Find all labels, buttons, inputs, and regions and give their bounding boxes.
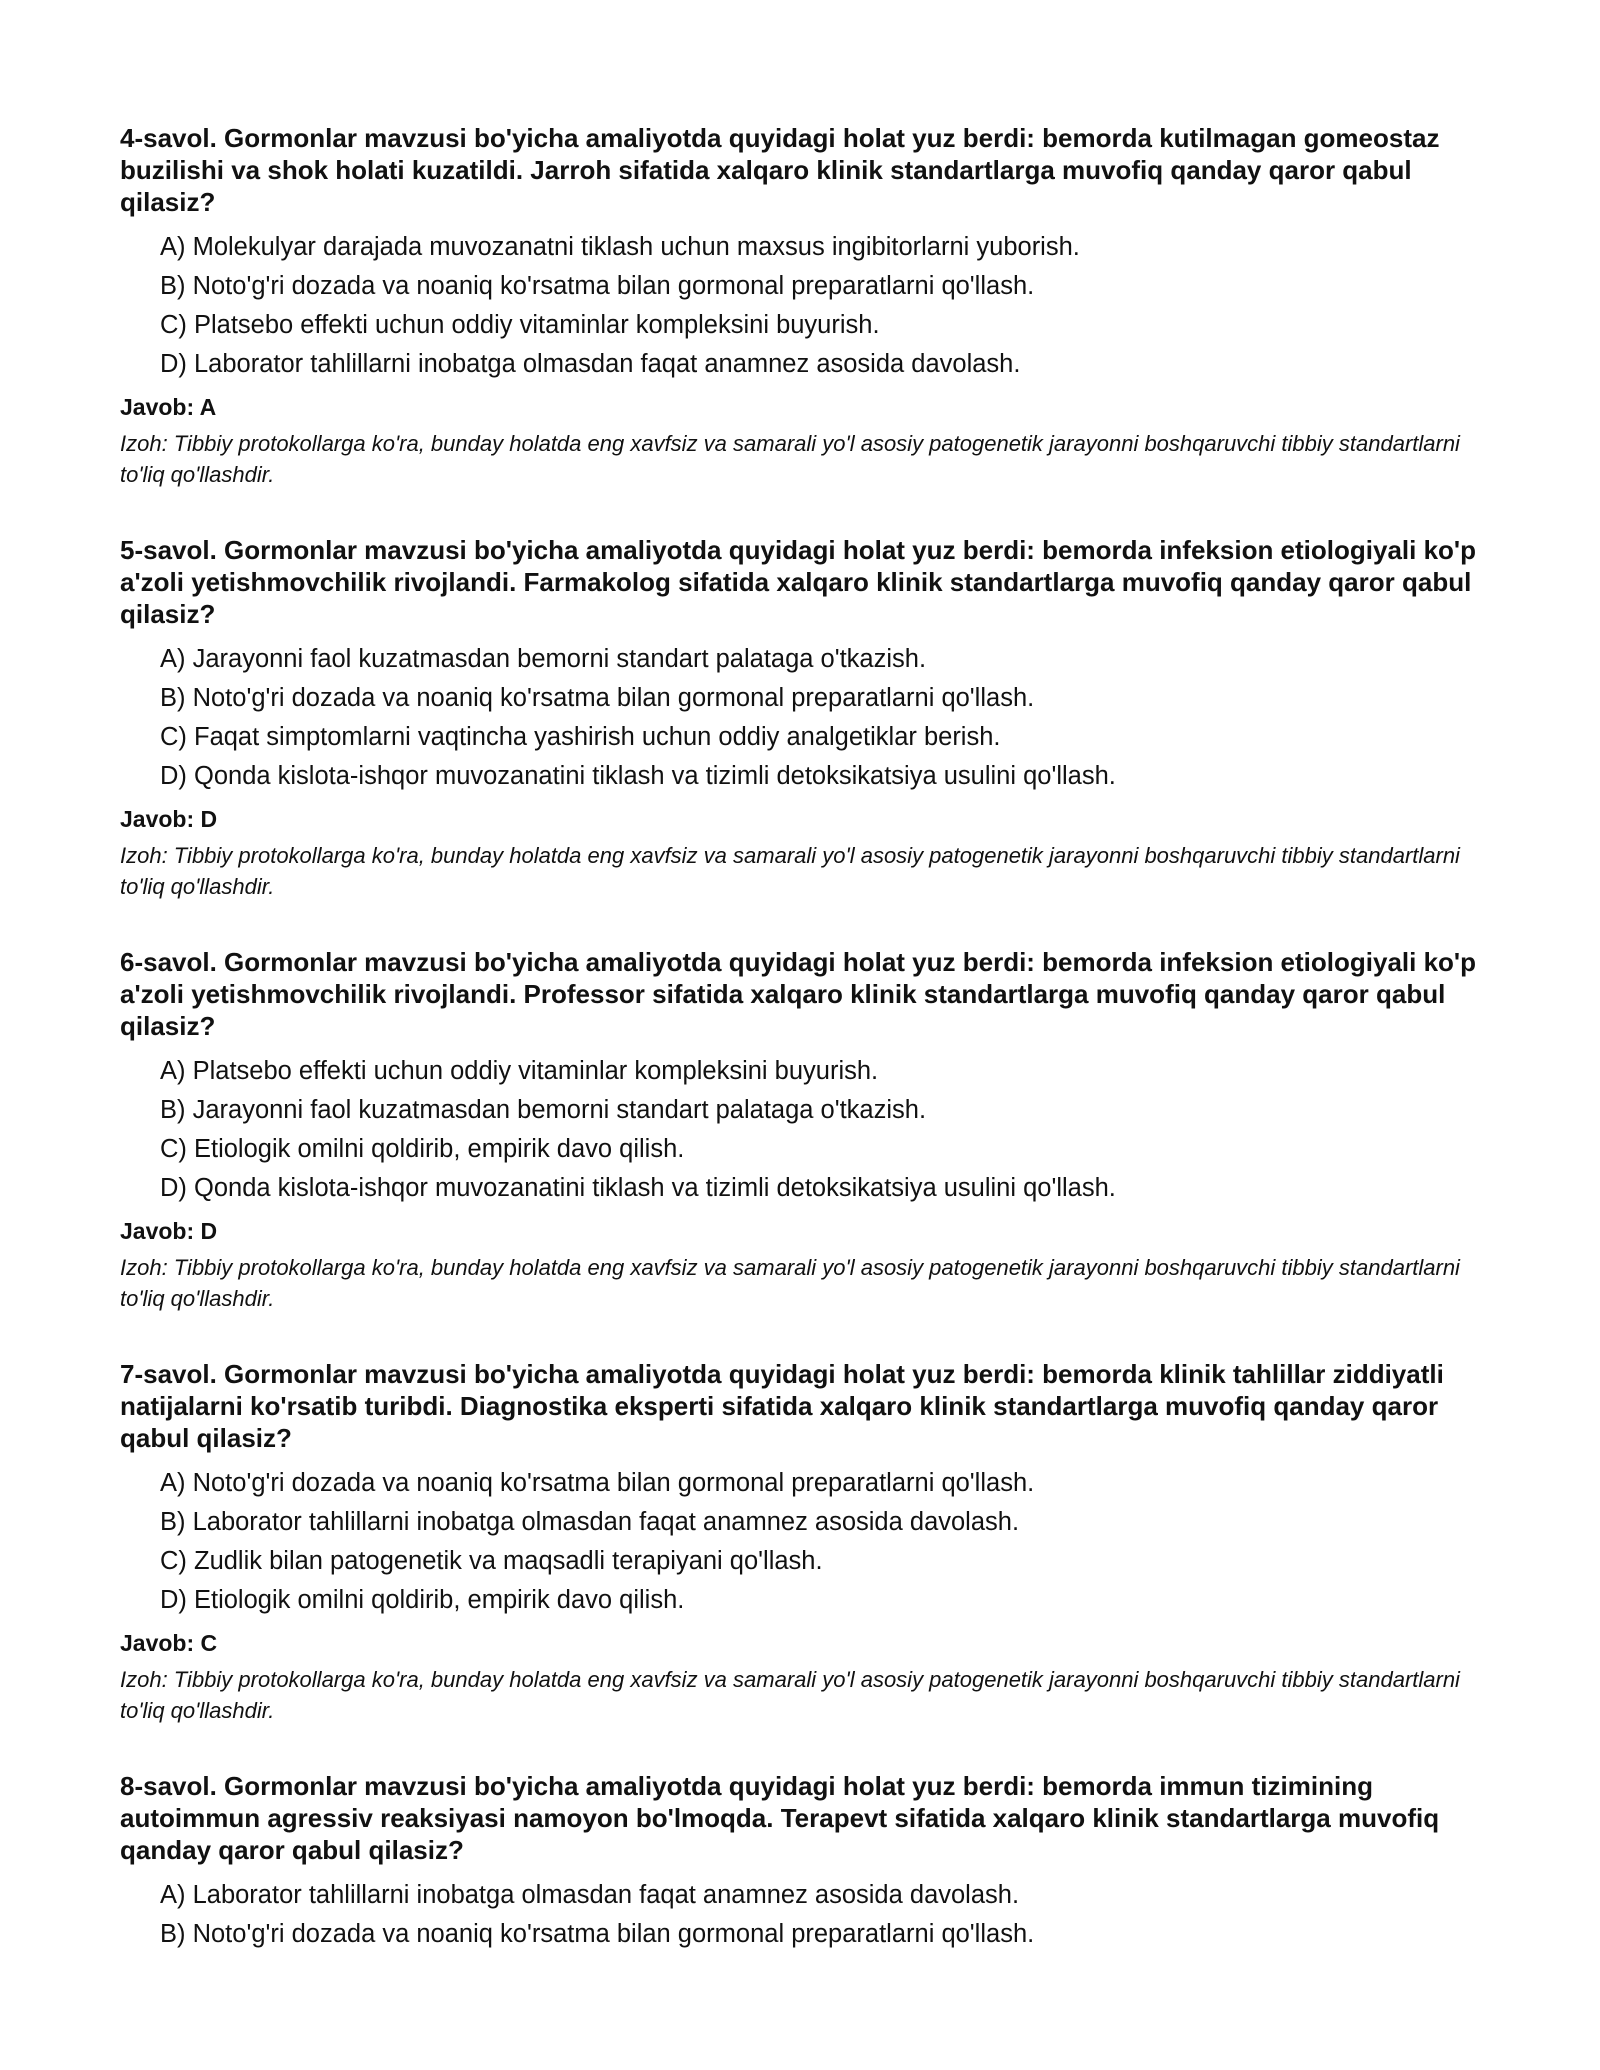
option-c: C) Platsebo effekti uchun oddiy vitaminlar kompleksini buyurish.: [160, 311, 880, 339]
option-d: D) Laborator tahlillarni inobatga olmasdan faqat anamnez asosida davolash.: [160, 350, 1021, 378]
answer-label: Javob: D: [120, 806, 218, 832]
question-block: [120, 122, 1480, 490]
option-a: A) Platsebo effekti uchun oddiy vitaminlar kompleksini buyurish.: [160, 1057, 879, 1085]
options-list: [120, 228, 1480, 384]
answer-label: Javob: D: [120, 1218, 218, 1244]
question-block: [120, 946, 1480, 1314]
option-c: C) Etiologik omilni qoldirib, empirik davo qilish.: [160, 1135, 685, 1163]
explanation-note: Izoh: Tibbiy protokollarga ko'ra, bunday holatda eng xavfsiz va samarali yo'l asosiy patogenetik jarayonni boshqaruvchi tibbiy standartlarni to'liq qo'llashdir.: [120, 1667, 1460, 1723]
option-a: A) Laborator tahlillarni inobatga olmasdan faqat anamnez asosida davolash.: [160, 1881, 1020, 1909]
option-b: B) Noto'g'ri dozada va noaniq ko'rsatma bilan gormonal preparatlarni qo'llash.: [160, 272, 1035, 300]
option-c: C) Zudlik bilan patogenetik va maqsadli terapiyani qo'llash.: [160, 1547, 823, 1575]
option-b: B) Noto'g'ri dozada va noaniq ko'rsatma bilan gormonal preparatlarni qo'llash.: [160, 684, 1035, 712]
question-block: [120, 534, 1480, 902]
question-block: [120, 1770, 1480, 1954]
option-d: D) Qonda kislota-ishqor muvozanatini tiklash va tizimli detoksikatsiya usulini qo'llash.: [160, 762, 1116, 790]
option-c: C) Faqat simptomlarni vaqtincha yashirish uchun oddiy analgetiklar berish.: [160, 723, 1001, 751]
explanation-note: Izoh: Tibbiy protokollarga ko'ra, bunday holatda eng xavfsiz va samarali yo'l asosiy patogenetik jarayonni boshqaruvchi tibbiy standartlarni to'liq qo'llashdir.: [120, 431, 1460, 487]
option-b: B) Noto'g'ri dozada va noaniq ko'rsatma bilan gormonal preparatlarni qo'llash.: [160, 1920, 1035, 1948]
answer-label: Javob: C: [120, 1630, 218, 1656]
option-a: A) Molekulyar darajada muvozanatni tiklash uchun maxsus ingibitorlarni yuborish.: [160, 233, 1080, 261]
option-b: B) Jarayonni faol kuzatmasdan bemorni standart palataga o'tkazish.: [160, 1096, 927, 1124]
answer-label: Javob: A: [120, 394, 217, 420]
options-list: [120, 1876, 1480, 1954]
question-text: 8-savol. Gormonlar mavzusi bo'yicha amaliyotda quyidagi holat yuz berdi: bemorda immun tizimining autoimmun agressiv reaksiyasi namoyon bo'lmoqda. Terapevt sifatida xalqaro klinik standartlarga muvofiq qanday qaror qabul qilasiz?: [120, 1771, 1440, 1865]
question-text: 4-savol. Gormonlar mavzusi bo'yicha amaliyotda quyidagi holat yuz berdi: bemorda kutilmagan gomeostaz buzilishi va shok holati kuzatildi. Jarroh sifatida xalqaro klinik standartlarga muvofiq qanday qaror qabul qilasiz?: [120, 123, 1440, 217]
option-a: A) Jarayonni faol kuzatmasdan bemorni standart palataga o'tkazish.: [160, 645, 927, 673]
options-list: [120, 640, 1480, 796]
option-d: D) Qonda kislota-ishqor muvozanatini tiklash va tizimli detoksikatsiya usulini qo'llash.: [160, 1174, 1116, 1202]
question-block: [120, 1358, 1480, 1726]
explanation-note: Izoh: Tibbiy protokollarga ko'ra, bunday holatda eng xavfsiz va samarali yo'l asosiy patogenetik jarayonni boshqaruvchi tibbiy standartlarni to'liq qo'llashdir.: [120, 843, 1460, 899]
options-list: [120, 1464, 1480, 1620]
question-text: 7-savol. Gormonlar mavzusi bo'yicha amaliyotda quyidagi holat yuz berdi: bemorda klinik tahlillar ziddiyatli natijalarni ko'rsatib turibdi. Diagnostika eksperti sifatida xalqaro klinik standartlarga muvofiq qanday qaror qabul qilasiz?: [120, 1359, 1444, 1453]
document-page: [120, 122, 1480, 1998]
options-list: [120, 1052, 1480, 1208]
question-text: 6-savol. Gormonlar mavzusi bo'yicha amaliyotda quyidagi holat yuz berdi: bemorda infeksion etiologiyali ko'p a'zoli yetishmovchilik rivojlandi. Professor sifatida xalqaro klinik standartlarga muvofiq qanday qaror qabul qilasiz?: [120, 947, 1476, 1041]
option-d: D) Etiologik omilni qoldirib, empirik davo qilish.: [160, 1586, 685, 1614]
option-b: B) Laborator tahlillarni inobatga olmasdan faqat anamnez asosida davolash.: [160, 1508, 1020, 1536]
explanation-note: Izoh: Tibbiy protokollarga ko'ra, bunday holatda eng xavfsiz va samarali yo'l asosiy patogenetik jarayonni boshqaruvchi tibbiy standartlarni to'liq qo'llashdir.: [120, 1255, 1460, 1311]
option-a: A) Noto'g'ri dozada va noaniq ko'rsatma bilan gormonal preparatlarni qo'llash.: [160, 1469, 1035, 1497]
question-text: 5-savol. Gormonlar mavzusi bo'yicha amaliyotda quyidagi holat yuz berdi: bemorda infeksion etiologiyali ko'p a'zoli yetishmovchilik rivojlandi. Farmakolog sifatida xalqaro klinik standartlarga muvofiq qanday qaror qabul qilasiz?: [120, 535, 1476, 629]
